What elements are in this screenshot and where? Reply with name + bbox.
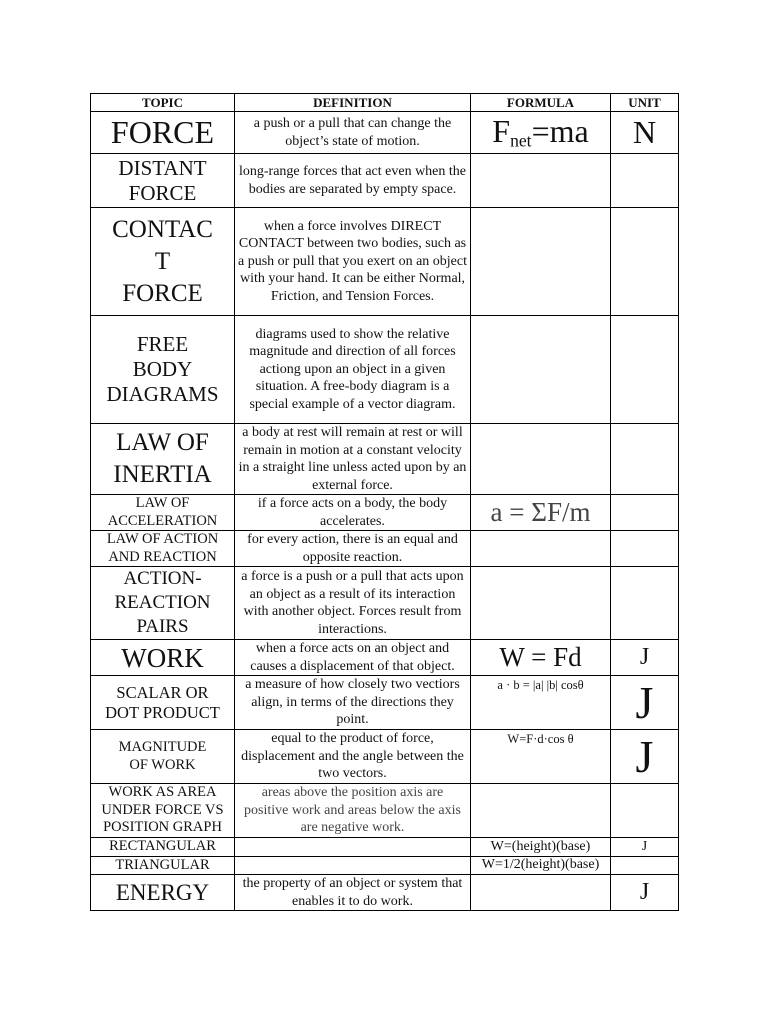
header-formula: FORMULA [471,94,611,112]
definition-cell: a push or a pull that can change the object’s state of motion. [235,112,471,154]
topic-cell: ACTION- REACTION PAIRS [91,567,235,640]
definition-cell [235,856,471,875]
table-row [91,208,679,316]
table-row [91,154,679,208]
topic-cell: RECTANGULAR [91,838,235,857]
definition-cell [235,838,471,857]
unit-cell [611,856,679,875]
table-row [91,838,679,857]
formula-cell [471,784,611,838]
formula-cell [471,316,611,424]
unit-cell: J [611,676,679,730]
definition-cell: diagrams used to show the relative magnitude and direction of all forces actiong upon an object in a given situation. A free-body diagram is a special example of a vector diagram. [235,316,471,424]
unit-cell [611,567,679,640]
formula-cell [471,531,611,567]
formula-cell: W=F·d·cos θ [471,730,611,784]
definition-cell: a measure of how closely two vectiors align, in terms of the directions they point. [235,676,471,730]
definition-cell: areas above the position axis are positive work and areas below the axis are negative work. [235,784,471,838]
unit-cell [611,424,679,495]
topic-cell: TRIANGULAR [91,856,235,875]
unit-cell: J [611,730,679,784]
definition-cell: if a force acts on a body, the body accelerates. [235,495,471,531]
definition-cell: long-range forces that act even when the bodies are separated by empty space. [235,154,471,208]
table-row [91,495,679,531]
definition-cell: when a force acts on an object and causes a displacement of that object. [235,640,471,676]
unit-cell [611,531,679,567]
definition-cell: a force is a push or a pull that acts upon an object as a result of its interaction with another object. Forces result from interactions. [235,567,471,640]
unit-cell [611,208,679,316]
topic-cell: FREE BODY DIAGRAMS [91,316,235,424]
topic-cell: LAW OF ACTION AND REACTION [91,531,235,567]
unit-cell [611,784,679,838]
table-row [91,316,679,424]
formula-cell [471,875,611,911]
formula-cell [471,154,611,208]
definition-cell: a body at rest will remain at rest or will remain in motion at a constant velocity in a straight line unless acted upon by an external force. [235,424,471,495]
topic-cell: MAGNITUDE OF WORK [91,730,235,784]
table-row [91,567,679,640]
topic-cell: LAW OF INERTIA [91,424,235,495]
table-row [91,531,679,567]
definition-cell: when a force involves DIRECT CONTACT between two bodies, such as a push or pull that you exert on an object with your hand. It can be either Normal, Friction, and Tension Forces. [235,208,471,316]
table-row [91,112,679,154]
physics-table [90,93,679,911]
table-row [91,784,679,838]
formula-cell [471,567,611,640]
topic-cell: SCALAR OR DOT PRODUCT [91,676,235,730]
topic-cell: WORK [91,640,235,676]
formula-cell [471,208,611,316]
unit-cell: J [611,838,679,857]
table-row [91,676,679,730]
table-row [91,730,679,784]
formula-cell [471,424,611,495]
table-row [91,640,679,676]
formula-cell: W = Fd [471,640,611,676]
unit-cell [611,154,679,208]
definition-cell: the property of an object or system that enables it to do work. [235,875,471,911]
topic-cell: DISTANT FORCE [91,154,235,208]
header-row [91,94,679,112]
topic-cell: FORCE [91,112,235,154]
topic-cell: CONTAC T FORCE [91,208,235,316]
unit-cell [611,495,679,531]
formula-cell: a · b = |a| |b| cosθ [471,676,611,730]
topic-cell: LAW OF ACCELERATION [91,495,235,531]
topic-cell: ENERGY [91,875,235,911]
formula-cell: W=1/2(height)(base) [471,856,611,875]
table-row [91,424,679,495]
unit-cell [611,316,679,424]
table-row [91,875,679,911]
definition-cell: for every action, there is an equal and opposite reaction. [235,531,471,567]
formula-cell: $F_{net}=ma$ [471,112,611,154]
header-unit: UNIT [611,94,679,112]
formula-cell: a = ΣF/m [471,495,611,531]
header-topic: TOPIC [91,94,235,112]
formula-cell: W=(height)(base) [471,838,611,857]
header-definition: DEFINITION [235,94,471,112]
unit-cell: N [611,112,679,154]
unit-cell: J [611,640,679,676]
topic-cell: WORK AS AREA UNDER FORCE VS POSITION GRAPH [91,784,235,838]
definition-cell: equal to the product of force, displacement and the angle between the two vectors. [235,730,471,784]
unit-cell: J [611,875,679,911]
table-row [91,856,679,875]
